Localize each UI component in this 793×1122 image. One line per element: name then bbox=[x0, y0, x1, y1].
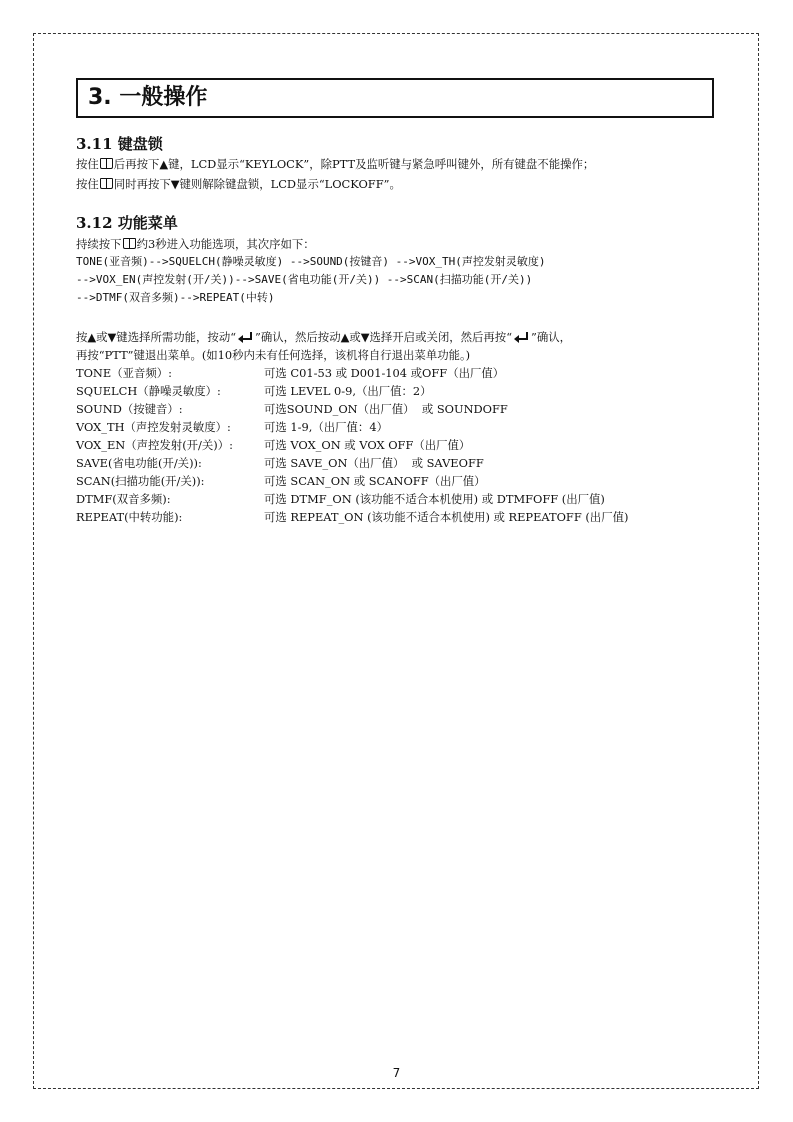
option-value: 可选 LEVEL 0-9,（出厂值：2） bbox=[264, 384, 432, 398]
menu-sequence-2: -->VOX_EN(声控发射(开/关))-->SAVE(省电功能(开/关)) -->SCAN(扫描功能(开/关)) bbox=[76, 273, 533, 286]
keylock-line-2: 按住 同时再按下▼键则解除键盘锁，LCD显示“LOCKOFF”。 bbox=[76, 177, 401, 191]
option-value: 可选SOUND_ON（出厂值） 或 SOUNDOFF bbox=[264, 402, 508, 416]
option-key: DTMF(双音多频): bbox=[76, 492, 171, 506]
book-key-icon bbox=[100, 158, 113, 169]
menu-sequence-3: -->DTMF(双音多频)-->REPEAT(中转) bbox=[76, 291, 275, 304]
page-number: 7 bbox=[392, 1066, 401, 1080]
option-value: 可选 SAVE_ON（出厂值） 或 SAVEOFF bbox=[264, 456, 484, 470]
section-3-12-heading: 3.12 功能菜单 bbox=[76, 214, 178, 232]
option-value: 可选 REPEAT_ON (该功能不适合本机使用) 或 REPEATOFF (出厂值) bbox=[264, 510, 629, 524]
option-value: 可选 1-9,（出厂值：4） bbox=[264, 420, 388, 434]
option-key: VOX_TH（声控发射灵敏度）: bbox=[76, 420, 231, 434]
option-key: SQUELCH（静噪灵敏度）: bbox=[76, 384, 221, 398]
book-key-icon bbox=[123, 238, 136, 249]
menu-intro: 持续按下 约3秒进入功能选项，其次序如下： bbox=[76, 237, 315, 251]
option-value: 可选 DTMF_ON (该功能不适合本机使用) 或 DTMFOFF (出厂值) bbox=[264, 492, 605, 506]
enter-key-icon bbox=[238, 332, 253, 342]
chapter-title: 3. 一般操作 bbox=[76, 78, 714, 118]
keylock-line-1: 按住 后再按下▲键，LCD显示“KEYLOCK”，除PTT及监听键与紧急呼叫键外，所有键盘不能操作； bbox=[76, 157, 595, 171]
option-value: 可选 VOX_ON 或 VOX OFF（出厂值） bbox=[264, 438, 471, 452]
option-key: SOUND（按键音）: bbox=[76, 402, 183, 416]
option-key: VOX_EN（声控发射(开/关)）: bbox=[76, 438, 233, 452]
option-key: TONE（亚音频）: bbox=[76, 366, 173, 380]
menu-instruction-1: 按▲或▼键选择所需功能，按动“ ”确认，然后按动▲或▼选择开启或关闭，然后再按“ ”确认， bbox=[76, 330, 572, 344]
menu-sequence-1: TONE(亚音频)-->SQUELCH(静噪灵敏度) -->SOUND(按键音) -->VOX_TH(声控发射灵敏度) bbox=[76, 255, 546, 268]
option-value: 可选 SCAN_ON 或 SCANOFF（出厂值） bbox=[264, 474, 486, 488]
enter-key-icon bbox=[514, 332, 529, 342]
option-key: SAVE(省电功能(开/关)): bbox=[76, 456, 202, 470]
option-key: SCAN(扫描功能(开/关)): bbox=[76, 474, 205, 488]
book-key-icon bbox=[100, 178, 113, 189]
option-key: REPEAT(中转功能): bbox=[76, 510, 183, 524]
section-3-11-heading: 3.11 键盘锁 bbox=[76, 135, 163, 153]
option-value: 可选 C01-53 或 D001-104 或OFF（出厂值） bbox=[264, 366, 505, 380]
menu-instruction-2: 再按“PTT”键退出菜单。(如10秒内未有任何选择，该机将自行退出菜单功能。) bbox=[76, 348, 471, 362]
